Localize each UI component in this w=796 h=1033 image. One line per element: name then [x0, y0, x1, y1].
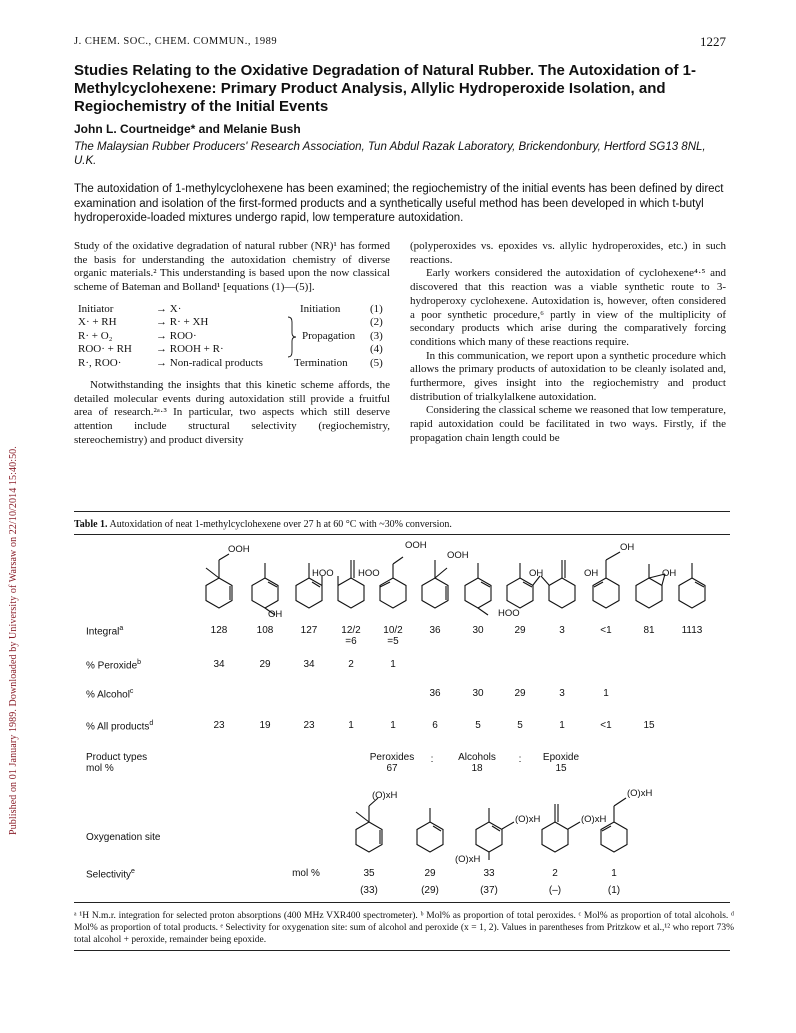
- oxy-label-4: (O)xH: [627, 788, 653, 799]
- eq-3-number: (3): [370, 329, 383, 342]
- table-cell: 1: [390, 659, 396, 670]
- table-footnotes: ᵃ ¹H N.m.r. integration for selected proton absorptions (400 MHz VXR400 spectrometer). ᵇ Mol% as proportion of total peroxides. ᶜ Mol% as proportion of total alcohols. ᵈ Mol% as proportion of total products. ᵉ Selectivity for oxygenation site: sum of alcohol and peroxide (x = 1, 2). Values in parentheses from Pritzkow et al.,¹² who report 73% total alcohol + peroxide, remainder being epoxide.: [74, 911, 734, 945]
- right-paragraph-4: Considering the classical scheme we reasoned that low temperature, rapid autoxidation could be facilitated in two ways. Firstly, if the propagation chain length could be: [410, 404, 726, 444]
- row-label-integral: Integral$^a$: [86, 625, 124, 638]
- struct-label-5: OOH: [447, 550, 469, 561]
- eq-5-number: (5): [370, 356, 383, 369]
- product-types-label: Product types mol %: [86, 752, 148, 774]
- table-top-rule: [74, 511, 730, 512]
- table-caption: [74, 519, 452, 530]
- table-cell: 29: [514, 688, 526, 699]
- struct-label-9: HOO: [498, 608, 520, 619]
- selectivity-value: 33 (37): [480, 868, 498, 896]
- product-type-peroxides: Peroxides 67: [369, 752, 415, 774]
- table-cell: 5: [517, 720, 523, 731]
- table-cell: 1113: [681, 625, 703, 636]
- abstract: The autoxidation of 1-methylcyclohexene has been examined; the regiochemistry of the initial events has been defined by direct examination and isolation of the first-formed products and a synthetically useful method has been developed in which t-butyl hydroperoxide-loaded mixtures undergo rapid, low temperature autoxidation.: [74, 183, 724, 224]
- left-column: [74, 240, 390, 447]
- selectivity-unit: mol %: [292, 868, 320, 879]
- table-bottom-rule: [74, 902, 730, 903]
- table-cell: 23: [213, 720, 225, 731]
- table-cell: 2: [348, 659, 354, 670]
- eq-1-label: Initiation: [300, 302, 341, 315]
- table-cell: 34: [303, 659, 315, 670]
- structure-1-ring: [206, 578, 232, 608]
- oxygenation-site-structures: [0, 782, 796, 872]
- product-type-epoxide: Epoxide 15: [542, 752, 580, 774]
- eq-3-rhs: → ROO·: [156, 329, 197, 342]
- running-header: [74, 36, 726, 52]
- oxy-label-2: (O)xH: [515, 814, 541, 825]
- table-cell: 1: [348, 720, 354, 731]
- download-watermark-text: Published on 01 January 1989. Downloaded by University of Warsaw on 22/10/2014 15:40:50.: [8, 446, 19, 835]
- table-cell: 5: [475, 720, 481, 731]
- footnote-rule: [74, 950, 730, 951]
- eq-2-rhs: → R· + XH: [156, 316, 209, 329]
- table-cell: 36: [429, 625, 441, 636]
- eq-1-number: (1): [370, 302, 383, 315]
- eq-5-label: Termination: [294, 356, 348, 369]
- author-affiliation: The Malaysian Rubber Producers' Research Association, Tun Abdul Razak Laboratory, Brickendonbury, Hertford SG13 8NL, U.K.: [74, 141, 706, 167]
- table-cell: 12/2 =6: [341, 625, 361, 647]
- table-cell: 108: [256, 625, 274, 636]
- table-cell: 127: [300, 625, 318, 636]
- table-cell: 19: [259, 720, 271, 731]
- table-caption-text: Autoxidation of neat 1-methylcyclohexene over 27 h at 60 °C with ~30% conversion.: [109, 519, 452, 530]
- table-cell: 30: [472, 688, 484, 699]
- journal-reference: J. CHEM. SOC., CHEM. COMMUN., 1989: [74, 36, 278, 47]
- table-cell: <1: [600, 720, 612, 731]
- left-paragraph-1: Study of the oxidative degradation of natural rubber (NR)¹ has formed the basis for understanding the autoxidation chemistry of diverse organic materials.² This understanding is based upon the now classical scheme of Bateman and Bolland¹ [equations (1)—(5)].: [74, 240, 390, 294]
- table-caption-rule: [74, 534, 730, 535]
- table-cell: <1: [600, 625, 612, 636]
- eq-5-lhs: R·, ROO·: [78, 356, 122, 369]
- table-cell: 29: [514, 625, 526, 636]
- table-cell: 15: [643, 720, 655, 731]
- selectivity-value: 35 (33): [360, 868, 378, 896]
- reaction-scheme: [74, 303, 390, 373]
- table-cell: 128: [210, 625, 228, 636]
- struct-label-1: OOH: [228, 544, 250, 555]
- selectivity-label: Selectivity$^e$: [86, 868, 135, 881]
- table-cell: 1: [559, 720, 565, 731]
- struct-label-7: OH: [584, 568, 599, 579]
- eq-5-rhs: → Non-radical products: [156, 356, 263, 369]
- oxygenation-site-label: Oxygenation site: [86, 832, 161, 843]
- article-authors: John L. Courtneidge* and Melanie Bush: [74, 122, 301, 136]
- left-paragraph-2: Notwithstanding the insights that this kinetic scheme affords, the detailed molecular events during autoxidation still provide a fruitful area of research.²ᵃ·³ In particular, two aspects which still deserve attention include structural selectivity (regiochemistry, stereochemistry) and product diversity: [74, 378, 390, 446]
- separator-2: :: [518, 754, 522, 765]
- eq-1-rhs: → X·: [156, 302, 182, 315]
- table-cell: 1: [603, 688, 609, 699]
- separator-1: :: [430, 754, 434, 765]
- eq-4-number: (4): [370, 343, 383, 356]
- oxy-label-3: (O)xH: [581, 814, 607, 825]
- struct-label-6: OH: [529, 568, 544, 579]
- table-cell: 36: [429, 688, 441, 699]
- page-number: 1227: [700, 34, 726, 49]
- selectivity-value: 1 (1): [607, 868, 621, 896]
- download-watermark: [8, 215, 22, 835]
- eq-2-lhs: X· + RH: [78, 316, 117, 329]
- selectivity-value: 29 (29): [421, 868, 439, 896]
- struct-label-8: OH: [620, 542, 635, 553]
- product-structures: [0, 536, 796, 620]
- struct-label-2: OOH: [405, 540, 427, 551]
- table-cell: 81: [643, 625, 655, 636]
- table-cell: 3: [559, 688, 565, 699]
- table-cell: 30: [472, 625, 484, 636]
- table-cell: 23: [303, 720, 315, 731]
- right-paragraph-1: (polyperoxides vs. epoxides vs. allylic hydroperoxides, etc.) in such reactions.: [410, 240, 726, 266]
- article-title: Studies Relating to the Oxidative Degradation of Natural Rubber. The Autoxidation of 1-Methylcyclohexene: Primary Product Analysis, Allylic Hydroperoxide Isolation, and Regiochemistry of the Initial Events: [74, 62, 696, 115]
- row-label-alcohol: % Alcohol$^c$: [86, 688, 134, 701]
- table-cell: 10/2 =5: [383, 625, 403, 647]
- struct-label-3: HOO: [312, 568, 334, 579]
- eq-1-lhs: Initiator: [78, 302, 114, 315]
- table-cell: 1: [390, 720, 396, 731]
- right-paragraph-3: In this communication, we report upon a synthetic procedure which allows the primary products of autoxidation to be cleanly isolated and, furthermore, gives insight into the regiochemistry and product distribution of trialkylalkene autoxidation.: [410, 349, 726, 403]
- struct-label-4: HOO: [358, 568, 380, 579]
- row-label-all-products: % All products$^d$: [86, 720, 154, 733]
- table-cell: 29: [259, 659, 271, 670]
- product-type-alcohols: Alcohols 18: [458, 752, 496, 774]
- table-cell: 34: [213, 659, 225, 670]
- propagation-brace: [287, 316, 297, 358]
- right-column: [410, 240, 726, 446]
- struct-label-10: OH: [662, 568, 677, 579]
- table-caption-label: Table 1.: [74, 519, 108, 530]
- oxy-label-5: (O)xH: [455, 854, 481, 865]
- eq-4-lhs: ROO· + RH: [78, 343, 132, 356]
- right-paragraph-2: Early workers considered the autoxidation of cyclohexene⁴·⁵ and discovered that this reaction was a viable synthetic route to 3-hydroperoxy cyclohexene. Autoxidation is, however, often considered a poor synthetic procedure,⁶ partly in view of the multiplicity of secondary products which arise during the comparatively forcing conditions which many of these reactions require.: [410, 267, 726, 348]
- eq-4-rhs: → ROOH + R·: [156, 343, 224, 356]
- table-cell: 6: [432, 720, 438, 731]
- row-label-peroxide: % Peroxide$^b$: [86, 659, 142, 672]
- selectivity-value: 2 (–): [548, 868, 562, 896]
- struct-label-11: OH: [268, 609, 283, 620]
- oxy-label-1: (O)xH: [372, 790, 398, 801]
- table-cell: 3: [559, 625, 565, 636]
- eq-2-number: (2): [370, 316, 383, 329]
- eq-3-label: Propagation: [302, 329, 356, 342]
- eq-3-lhs: R· + O₂: [78, 329, 113, 342]
